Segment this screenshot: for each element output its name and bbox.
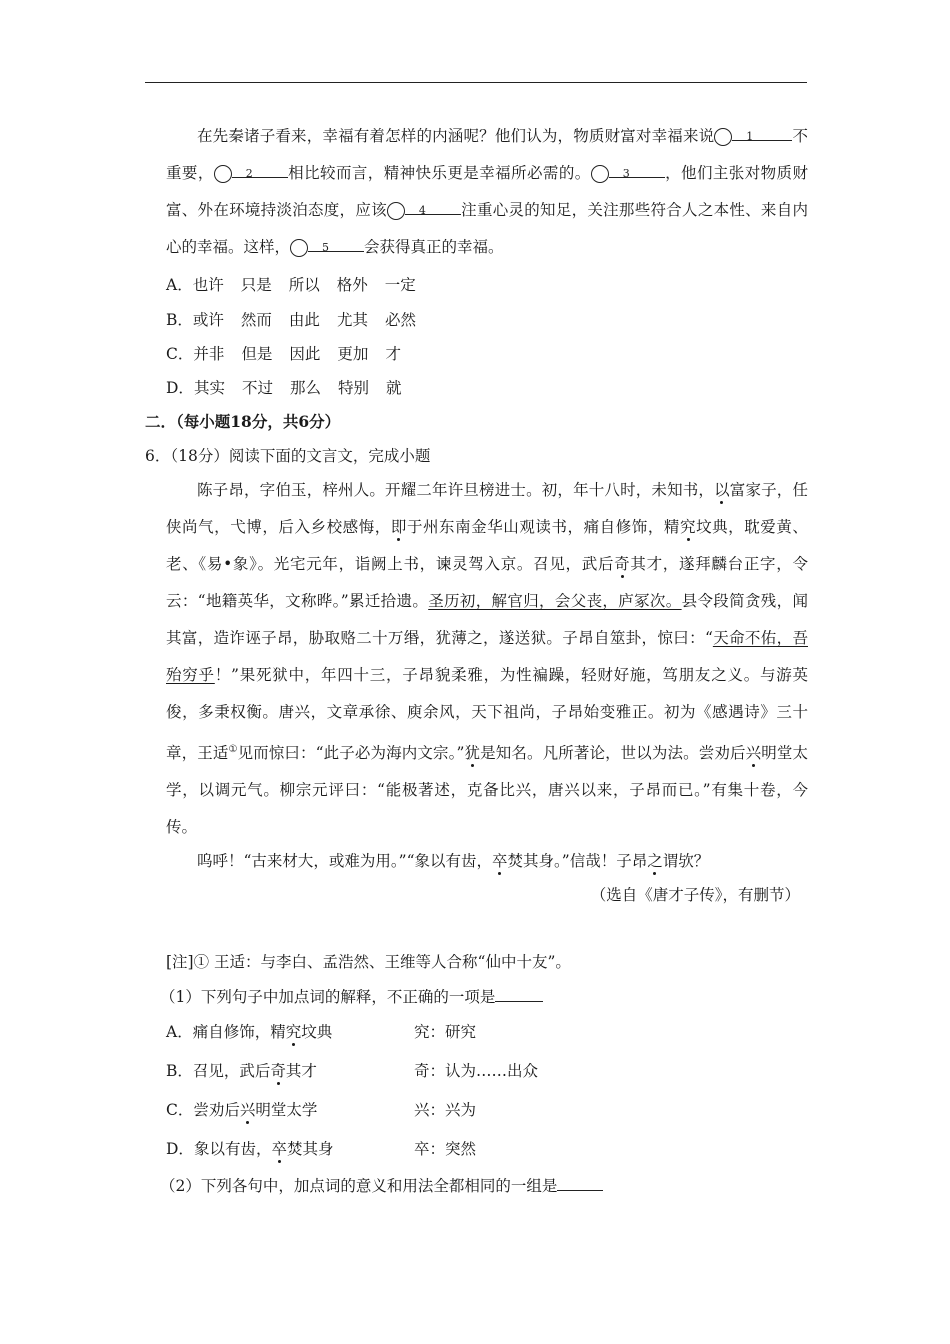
underlined-sentence-2: 天命不佑，吾殆穷乎	[166, 629, 808, 684]
dotted-word: 兴	[239, 1101, 256, 1119]
option-word: 尤其	[336, 311, 368, 329]
q5-option-d[interactable]	[166, 376, 419, 398]
dotted-word: 以	[714, 481, 730, 499]
q6-passage	[166, 472, 808, 846]
passage-text: 其才，遂拜麟台正字，令云：“地籍英华，文称晔。”累迁拾遗。	[166, 555, 808, 610]
passage-text: 谓欤？	[662, 852, 710, 870]
option-word: 才	[385, 345, 401, 363]
option-text: 明堂太学	[255, 1101, 318, 1119]
option-word: 其实	[193, 379, 225, 397]
blank-2[interactable]	[232, 163, 288, 178]
q5-option-a[interactable]	[166, 273, 433, 295]
option-letter: D．	[166, 379, 194, 397]
section-heading: 二．（每小题18分，共6分）	[145, 412, 341, 431]
dotted-word: 犹	[464, 744, 481, 763]
option-text: 尝劝后	[193, 1101, 240, 1119]
underlined-sentence-1: 圣历初，解官归，会父丧，庐冢次。	[428, 592, 682, 610]
blank-number-4: 4	[387, 202, 405, 220]
option-text: 痛自修饰，精	[192, 1023, 286, 1041]
dotted-word: 之	[647, 852, 663, 870]
option-word: 或许	[192, 311, 224, 329]
passage-text: 焚其身。”信哉！子昂	[507, 852, 648, 870]
answer-blank-1[interactable]	[495, 987, 543, 1002]
q5-option-b[interactable]	[166, 308, 433, 330]
dotted-word: 究	[285, 1023, 302, 1041]
blank-number-1: 1	[714, 128, 732, 146]
answer-blank-2[interactable]	[557, 1176, 603, 1191]
dotted-word: 兴	[745, 744, 762, 763]
passage-text: 明堂太学，以调元气。柳宗元评曰：“能极著述，克备比兴，唐兴以来，子昂而已。”有集十卷，今传。	[166, 744, 808, 837]
dotted-word: 卒	[492, 852, 508, 870]
passage-text: ！”果死狱中，年四十三，子昂貌柔雅，为性褊躁，轻财好施，笃朋友之义。与游英俊，多秉权衡。唐兴，文章承徐、庾余风，天下祖尚，子昂始变雅正。初为《感遇诗》三十章，王适	[166, 666, 808, 763]
option-text: 坟典	[301, 1023, 333, 1041]
q5-text-6: 会获得真正的幸福。	[364, 238, 504, 256]
option-letter: D．	[166, 1140, 194, 1158]
option-word: 所以	[288, 276, 320, 294]
dotted-word: 奇	[614, 555, 631, 573]
option-word: 格外	[336, 276, 368, 294]
option-text: 其才	[285, 1062, 317, 1080]
passage-text: 陈子昂，字伯玉，梓州人。开耀二年许旦榜进士。初，年十八时，未知书，	[197, 481, 715, 499]
sub-question-text: （2）下列各句中，加点词的意义和用法全都相同的一组是	[160, 1177, 558, 1195]
option-word: 但是	[241, 345, 273, 363]
header-rule	[145, 82, 807, 83]
passage-text: 县令段简贪残，闻其富，造诈诬子昂，胁取赂二十万缗，犹薄之，遂送狱。子昂自筮卦，惊曰：“	[166, 592, 808, 647]
sub1-option-a[interactable]	[166, 1020, 332, 1042]
blank-4[interactable]	[405, 200, 461, 215]
dotted-word: 奇	[270, 1062, 286, 1080]
sub1-option-b[interactable]	[166, 1059, 317, 1081]
option-letter: A．	[166, 1023, 193, 1041]
sub1-option-d[interactable]	[166, 1137, 333, 1159]
option-letter: C．	[166, 345, 194, 363]
option-word: 由此	[288, 311, 320, 329]
option-text: 焚其身	[286, 1140, 334, 1158]
blank-number-2: 2	[214, 165, 232, 183]
dotted-word: 卒	[271, 1140, 287, 1158]
sub1-gloss-c: 兴：兴为	[414, 1101, 477, 1119]
footnote-marker: ①	[228, 744, 238, 755]
option-word: 一定	[384, 276, 416, 294]
dotted-word: 究	[680, 518, 697, 536]
option-word: 只是	[240, 276, 272, 294]
q5-text-4: ，他们主张对物质财富、外在环境持淡泊态度，应该	[166, 164, 808, 219]
q5-text-1: 在先秦诸子看来，幸福有着怎样的内涵呢？他们认为，物质财富对幸福来说	[197, 127, 715, 145]
option-word: 然而	[240, 311, 272, 329]
sub1-gloss-a: 究：研究	[414, 1023, 477, 1041]
option-word: 也许	[192, 276, 224, 294]
option-word: 不过	[241, 379, 273, 397]
q5-passage	[166, 118, 808, 266]
passage-text: 富家子，任侠尚气，弋博，后入乡校感悔，	[166, 481, 808, 536]
option-letter: C．	[166, 1101, 194, 1119]
q5-text-3: 相比较而言，精神快乐更是幸福所必需的。	[287, 164, 591, 182]
blank-5[interactable]	[308, 237, 364, 252]
blank-1[interactable]	[732, 126, 782, 141]
blank-3[interactable]	[609, 163, 665, 178]
option-letter: B．	[166, 311, 193, 329]
dotted-word: 即	[390, 518, 407, 536]
blank-number-3: 3	[591, 165, 609, 183]
sub-question-2	[160, 1174, 603, 1196]
option-word: 就	[386, 379, 402, 397]
q5-text-2: 不重要，	[166, 127, 808, 182]
passage-text: 见而惊曰：“此子必为海内文宗。”	[237, 744, 465, 763]
passage-text: 是知名。凡所著论，世以为法。尝劝后	[480, 744, 746, 763]
q6-heading: 6．（18分）阅读下面的文言文，完成小题	[145, 447, 431, 465]
q5-option-c[interactable]	[166, 342, 418, 364]
q5-text-5: 注重心灵的知足，关注那些符合人之本性、来自内心的幸福。这样，	[166, 201, 808, 256]
source-citation: （选自《唐才子传》，有删节）	[590, 886, 800, 904]
passage-text: 于州东南金华山观读书，痛自修饰，精	[406, 518, 680, 536]
sub1-gloss-b: 奇：认为……出众	[414, 1062, 539, 1080]
option-word: 因此	[289, 345, 321, 363]
option-text: 召见，武后	[192, 1062, 271, 1080]
option-word: 特别	[337, 379, 369, 397]
option-word: 那么	[289, 379, 321, 397]
option-letter: A．	[166, 276, 193, 294]
blank-number-5: 5	[290, 239, 308, 257]
option-word: 更加	[337, 345, 369, 363]
q6-passage-2	[166, 843, 808, 880]
sub-question-1	[160, 985, 543, 1007]
sub1-option-c[interactable]	[166, 1098, 317, 1120]
option-letter: B．	[166, 1062, 193, 1080]
footnote: [注]① 王适：与李白、孟浩然、王维等人合称“仙中十友”。	[166, 953, 571, 971]
sub1-gloss-d: 卒：突然	[414, 1140, 477, 1158]
option-text: 象以有齿，	[193, 1140, 272, 1158]
option-word: 并非	[193, 345, 225, 363]
option-word: 必然	[384, 311, 416, 329]
passage-text: 呜呼！“古来材大，或难为用。”“象以有齿，	[197, 852, 493, 870]
blank-1-tail	[782, 126, 792, 141]
passage-text: 坟典，耽爱黄、老、《易•象》。光宅元年，诣阙上书，谏灵驾入京。召见，武后	[166, 518, 808, 573]
sub-question-text: （1）下列句子中加点词的解释，不正确的一项是	[160, 988, 496, 1006]
